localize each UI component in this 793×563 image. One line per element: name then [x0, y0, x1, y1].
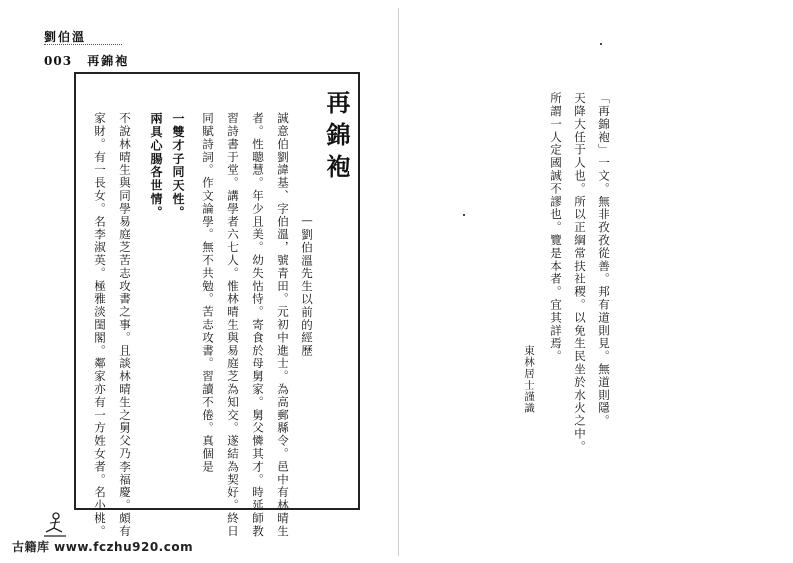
body-column: 誠意伯劉諱基、字伯溫，號青田。元初中進士。為高郵縣令。邑中有林晴生 — [276, 112, 290, 538]
page-number: 003 — [44, 54, 73, 68]
running-header-page — [44, 52, 129, 69]
preface-signature: 東林居士謹識 — [523, 345, 535, 414]
book-spine — [398, 8, 399, 556]
chapter-subtitle: —劉伯溫先生以前的經歷 — [300, 213, 314, 358]
story-column: 不說林晴生與同學易庭芝苦志攻書之事。且談林晴生之舅父乃李福慶。頗有 — [118, 112, 132, 538]
header-dotted-rule — [44, 44, 122, 45]
preface-column: 天降大任于人也。所以正綱常扶社稷。以免生民坐於水火之中。 — [573, 92, 587, 454]
running-header-author: 劉伯溫 — [44, 30, 87, 44]
preface-column: 「再錦袍」一文。無非孜孜從善。邦有道則見。無道則隱。 — [597, 92, 611, 428]
seated-figure-ornament-icon — [40, 510, 70, 540]
text-frame — [74, 72, 360, 510]
body-column: 者。性聰慧。年少且美。幼失怙恃。寄食於母舅家。舅父憐其才。時延師教 — [251, 112, 265, 538]
body-column: 同賦詩詞。作文論學。無不共勉。苦志攻書。習讀不倦。真個是 — [201, 112, 215, 474]
scan-speck — [463, 214, 465, 216]
verse-line: 兩具心腸各世情。 — [149, 112, 163, 220]
preface-column: 所謂一人定國誠不謬也。覽是本者。宜其詳焉。 — [549, 92, 563, 363]
site-watermark: 古籍库 www.fczhu920.com — [12, 540, 194, 554]
running-header-chapter: 再錦袍 — [87, 54, 130, 68]
chapter-title: 再錦袍 — [322, 90, 351, 186]
scan-speck — [600, 43, 602, 45]
body-column: 習詩書于堂。講學者六七人。惟林晴生與易庭芝為知交。遂結為契好。終日 — [226, 112, 240, 538]
verse-line: 一雙才子同天性。 — [171, 112, 185, 220]
story-column: 家財。有一長女。名李淑英。極雅淡閨閣。鄰家亦有一方姓女者。名小桃。 — [93, 112, 107, 538]
